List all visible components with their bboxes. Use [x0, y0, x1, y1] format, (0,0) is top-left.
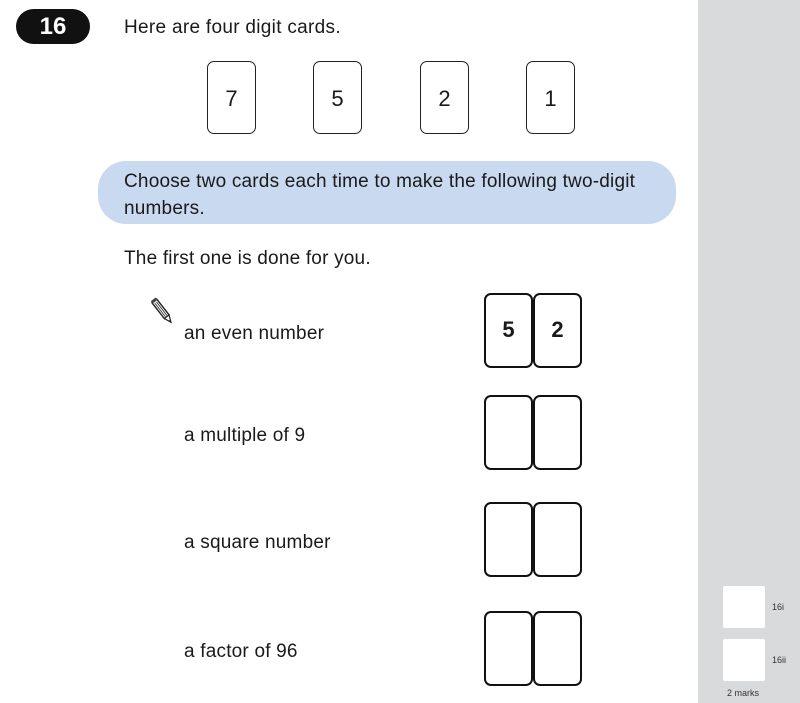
question-intro: Here are four digit cards. — [124, 17, 341, 38]
pencil-icon — [150, 296, 176, 328]
mark-box-16ii — [723, 639, 765, 681]
answer-card-tens: 5 — [484, 293, 533, 368]
marks-total: 2 marks — [727, 688, 760, 698]
digit-card-3: 2 — [420, 61, 469, 134]
digit-card-1: 7 — [207, 61, 256, 134]
answer-card-tens[interactable] — [484, 395, 533, 470]
answer-card-tens[interactable] — [484, 502, 533, 577]
digit-card-4: 1 — [526, 61, 575, 134]
digit-card-2: 5 — [313, 61, 362, 134]
mark-code-16i: 16i — [772, 602, 785, 612]
answer-pair-square — [484, 502, 582, 577]
answer-pair-multiple-of-9 — [484, 395, 582, 470]
task-label-multiple-of-9: a multiple of 9 — [184, 425, 306, 446]
task-label-factor-of-96: a factor of 96 — [184, 641, 298, 662]
answer-pair-factor-of-96 — [484, 611, 582, 686]
task-label-square: a square number — [184, 532, 331, 553]
question-number-badge: 16 — [16, 9, 90, 44]
answer-card-units[interactable] — [533, 611, 582, 686]
answer-card-units[interactable] — [533, 502, 582, 577]
mark-code-16ii: 16ii — [772, 655, 787, 665]
example-note: The first one is done for you. — [124, 248, 371, 269]
mark-box-16i — [723, 586, 765, 628]
instruction-text: Choose two cards each time to make the following two-digit numbers. — [124, 171, 636, 219]
answer-card-tens[interactable] — [484, 611, 533, 686]
answer-card-units: 2 — [533, 293, 582, 368]
task-label-even: an even number — [184, 323, 325, 344]
answer-pair-even — [484, 293, 582, 368]
answer-card-units[interactable] — [533, 395, 582, 470]
